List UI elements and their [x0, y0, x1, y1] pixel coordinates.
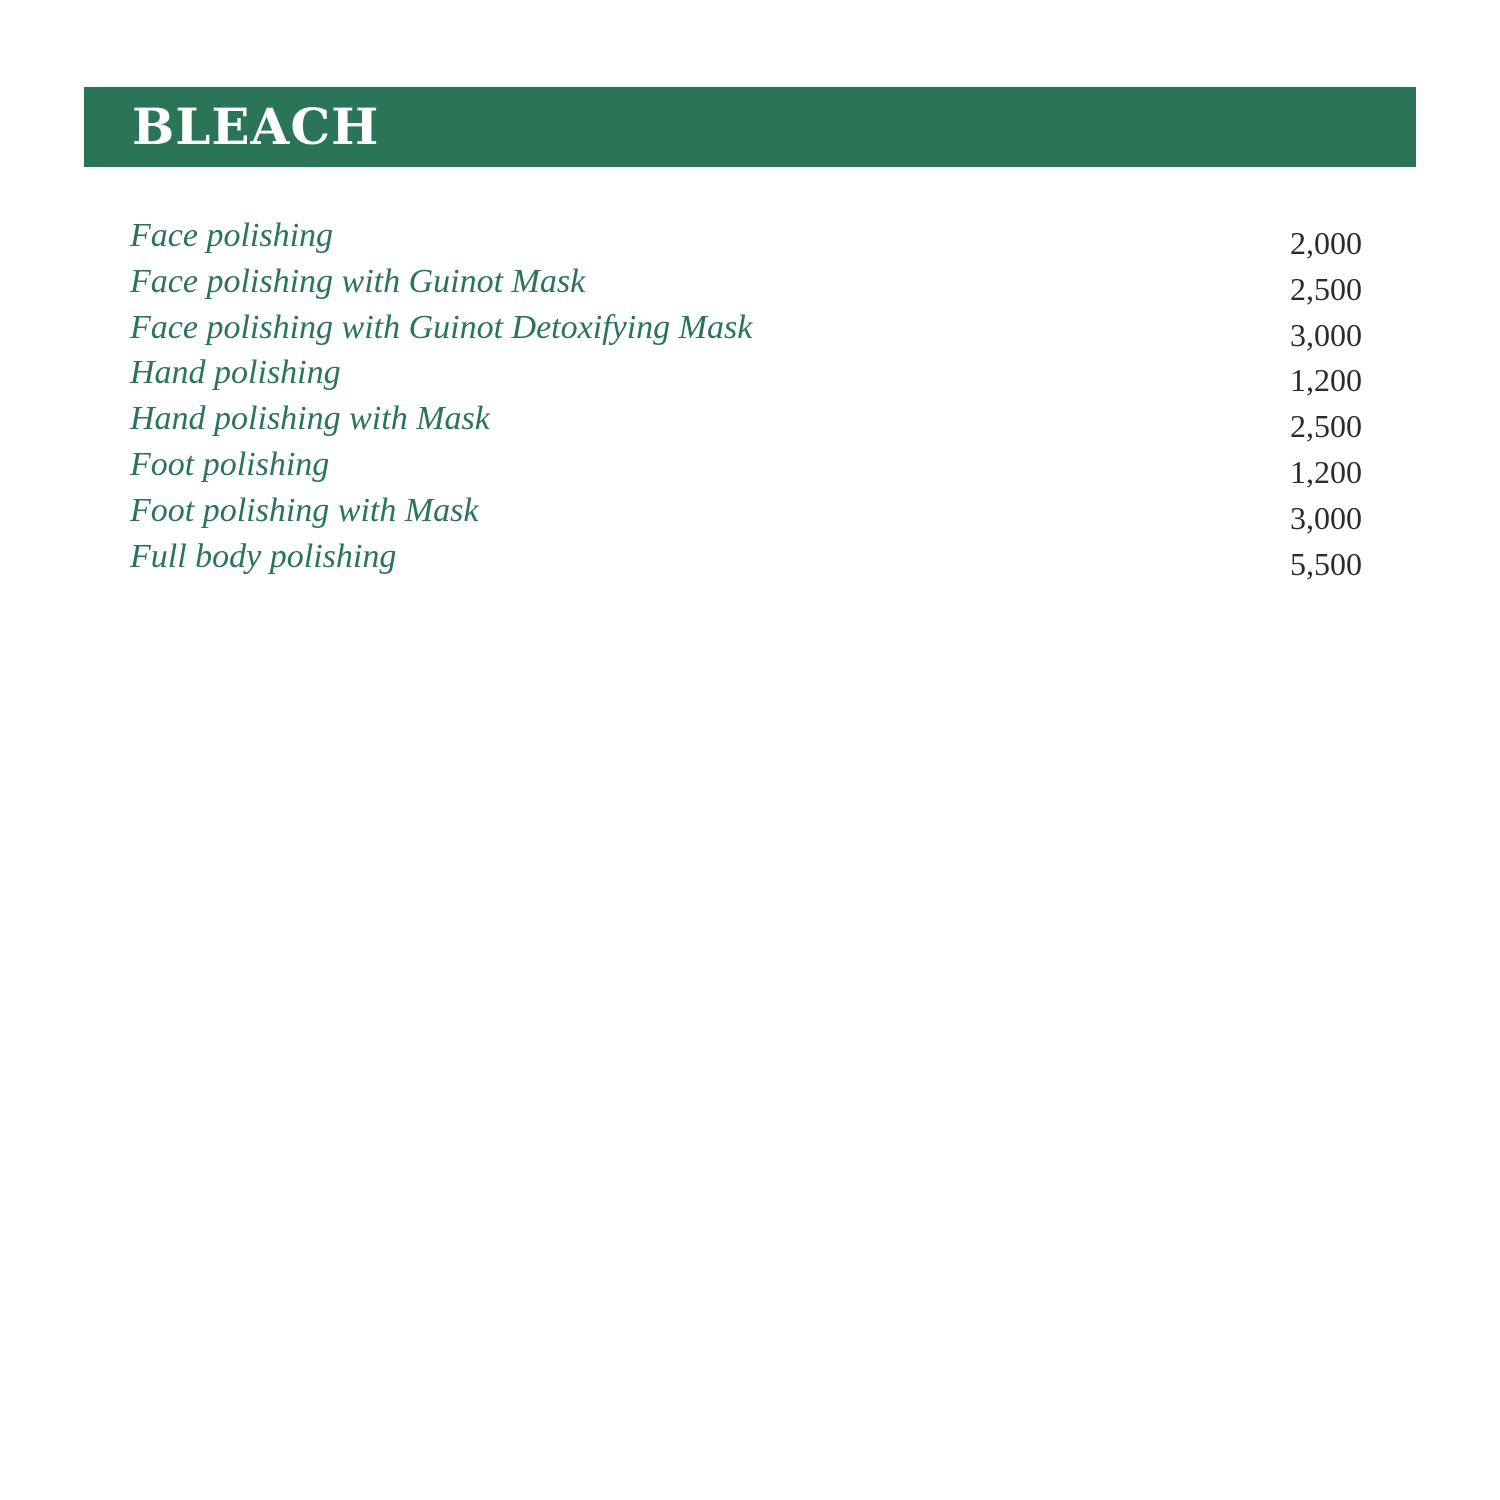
- service-price: 1,200: [1290, 453, 1362, 490]
- list-item: [130, 443, 1362, 489]
- list-item: [130, 214, 1362, 260]
- list-item: [130, 351, 1362, 397]
- list-item: [130, 260, 1362, 306]
- list-item: [130, 397, 1362, 443]
- service-name: Face polishing with Guinot Detoxifying Mask: [130, 308, 753, 346]
- service-price: 1,200: [1290, 362, 1362, 399]
- section-title: BLEACH: [132, 97, 380, 156]
- list-item: [130, 489, 1362, 535]
- service-name: Hand polishing with Mask: [130, 400, 490, 438]
- service-name: Hand polishing: [130, 354, 341, 392]
- price-list: [130, 214, 1362, 580]
- service-name: Face polishing with Guinot Mask: [130, 262, 586, 300]
- service-price: 3,000: [1290, 499, 1362, 536]
- service-price: 2,500: [1290, 270, 1362, 307]
- list-item: [130, 535, 1362, 581]
- service-price: 2,500: [1290, 408, 1362, 445]
- service-name: Full body polishing: [130, 537, 397, 575]
- section-header: [84, 87, 1416, 167]
- list-item: [130, 306, 1362, 352]
- service-price: 2,000: [1290, 225, 1362, 261]
- service-price: 3,000: [1290, 316, 1362, 353]
- service-price: 5,500: [1290, 545, 1362, 582]
- service-name: Foot polishing with Mask: [130, 491, 479, 529]
- service-name: Face polishing: [130, 217, 334, 254]
- service-name: Foot polishing: [130, 445, 330, 483]
